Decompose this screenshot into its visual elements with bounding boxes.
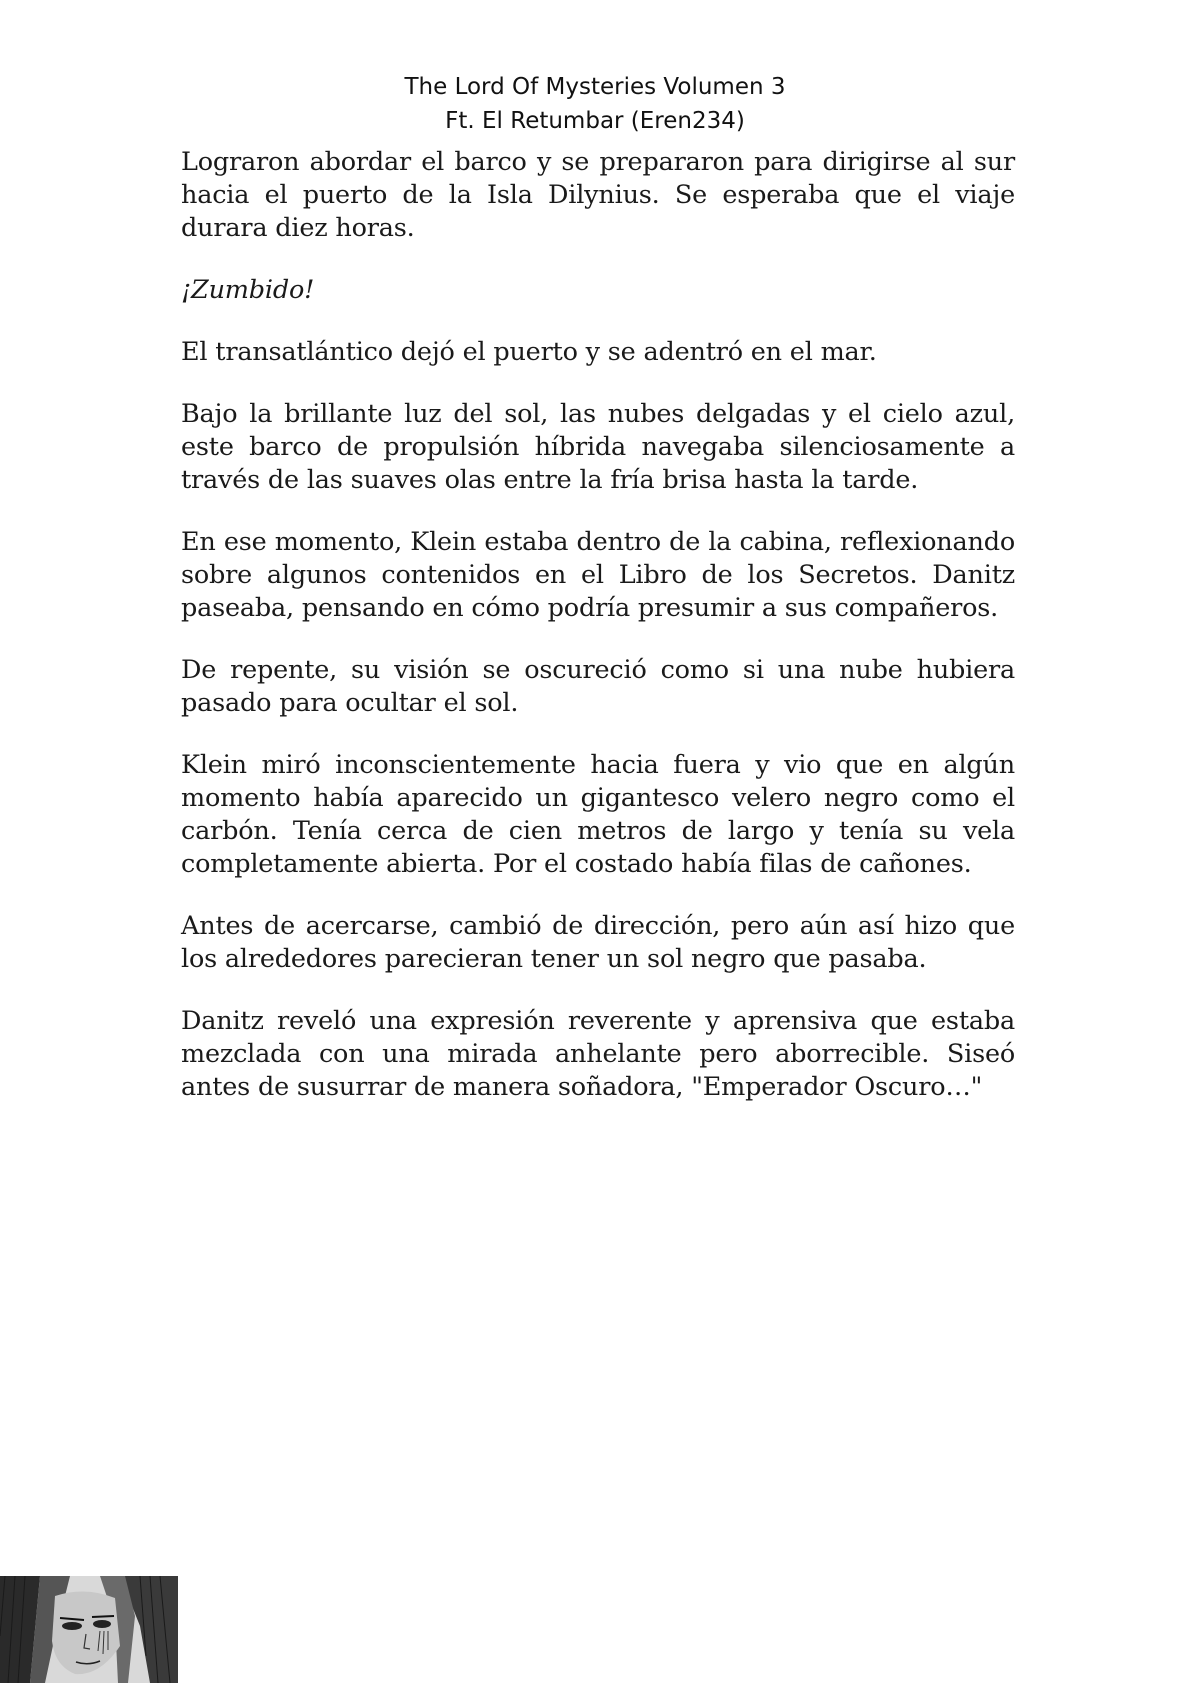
paragraph: Antes de acercarse, cambió de dirección, pero aún así hizo que los alrededores parecieran tener un sol negro que pasaba. [181, 911, 1015, 974]
paragraph: Bajo la brillante luz del sol, las nubes delgadas y el cielo azul, este barco de propulsión híbrida navegaba silenciosamente a través de las suaves olas entre la fría brisa hasta la tarde. [181, 399, 1015, 495]
corner-illustration [0, 1576, 178, 1683]
manga-character-face-illustration-icon [0, 1576, 178, 1683]
book-subtitle: Ft. El Retumbar (Eren234) [445, 108, 745, 134]
book-title: The Lord Of Mysteries Volumen 3 [404, 74, 786, 100]
paragraph-sound-effect: ¡Zumbido! [181, 275, 315, 305]
paragraph: Danitz reveló una expresión reverente y aprensiva que estaba mezclada con una mirada anhelante pero aborrecible. Siseó antes de susurrar de manera soñadora, "Emperador Oscuro…" [181, 1006, 1015, 1102]
paragraph: En ese momento, Klein estaba dentro de la cabina, reflexionando sobre algunos contenidos en el Libro de los Secretos. Danitz paseaba, pensando en cómo podría presumir a sus compañeros. [181, 527, 1015, 623]
paragraph: De repente, su visión se oscureció como si una nube hubiera pasado para ocultar el sol. [181, 655, 1015, 718]
paragraph: Lograron abordar el barco y se prepararon para dirigirse al sur hacia el puerto de la Isla Dilynius. Se esperaba que el viaje durara diez horas. [181, 147, 1015, 243]
paragraph: El transatlántico dejó el puerto y se adentró en el mar. [181, 337, 877, 367]
chapter-body [181, 146, 1015, 1133]
paragraph: Klein miró inconscientemente hacia fuera y vio que en algún momento había aparecido un gigantesco velero negro como el carbón. Tenía cerca de cien metros de largo y tenía su vela completamente abierta. Por el costado había filas de cañones. [181, 750, 1015, 879]
page-header [0, 70, 1190, 138]
